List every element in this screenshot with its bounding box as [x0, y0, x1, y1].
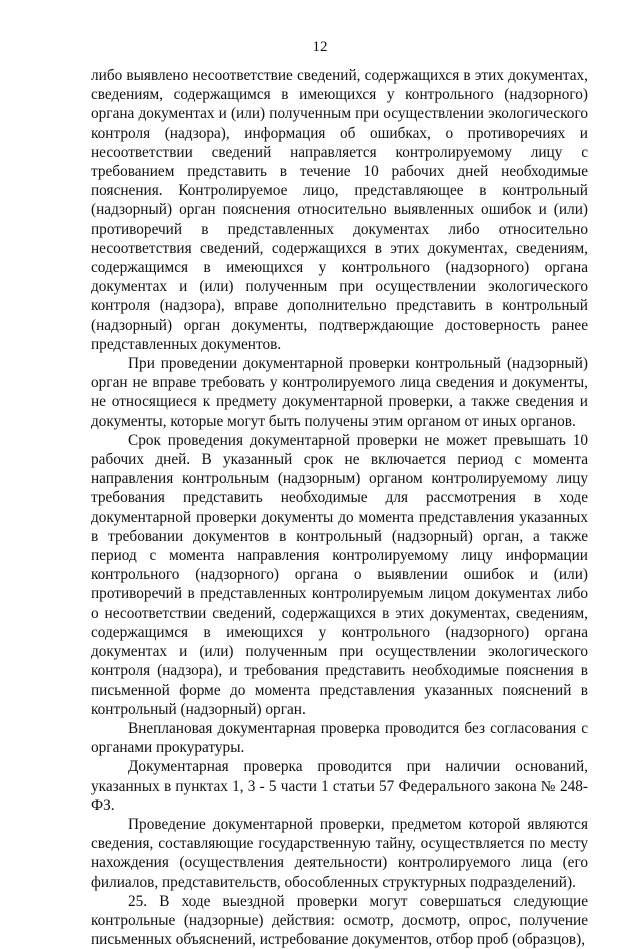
- paragraph-unscheduled: Внеплановая документарная проверка проводится без согласования с органами прокуратуры.: [91, 719, 588, 757]
- paragraph-grounds: Документарная проверка проводится при наличии оснований, указанных в пунктах 1, 3 - 5 части 1 статьи 57 Федерального закона № 248-ФЗ.: [91, 758, 588, 814]
- paragraph-continuation: либо выявлено несоответствие сведений, содержащихся в этих документах, сведениям, содержащимся в имеющихся у контрольного (надзорного) органа документах и (или) полученным при осуществлении экологического контроля (надзора), информация об ошибках, о противоречиях и несоответствии сведений направляется контролируемому лицу с требованием представить в течение 10 рабочих дней необходимые пояснения. Контролируемое лицо, представляющее в контрольный (надзорный) орган пояснения относительно выявленных ошибок и (или) противоречий в представленных документах либо относительно несоответствия сведений, содержащихся в этих документах, сведениям, содержащимся в имеющихся у контрольного (надзорного) органа документах и (или) полученным при осуществлении экологического контроля (надзора), вправе дополнительно представить в контрольный (надзорный) орган документы, подтверждающие достоверность ранее представленных документов.: [91, 67, 588, 353]
- paragraph-no-extra-docs: При проведении документарной проверки контрольный (надзорный) орган не вправе требовать у контролируемого лица сведения и документы, не относящиеся к предмету документарной проверки, а также сведения и документы, которые могут быть получены этим органом от иных органов.: [91, 355, 588, 430]
- page-number: 12: [312, 39, 328, 55]
- paragraph-duration: Срок проведения документарной проверки не может превышать 10 рабочих дней. В указанный срок не включается период с момента направления контрольным (надзорным) органом контролируемому лицу требования представить необходимые для рассмотрения в ходе документарной проверки документы до момента представления указанных в требовании документов в контрольный (надзорный) орган, а также период с момента направления контролируемому лицу информации контрольного (надзорного) органа о выявлении ошибок и (или) противоречий в представленных контролируемым лицом документах либо о несоответствии сведений, содержащихся в этих документах, сведениям, содержащимся в имеющихся у контрольного (надзорного) органа документах и (или) полученным при осуществлении экологического контроля (надзора), и требования представить необходимые пояснения в письменной форме до момента представления указанных пояснений в контрольный (надзорный) орган.: [91, 431, 588, 718]
- paragraph-state-secret: Проведение документарной проверки, предметом которой являются сведения, составляющие государственную тайну, осуществляется по месту нахождения (осуществления деятельности) контролируемого лица (его филиалов, представительств, обособленных структурных подразделений).: [91, 815, 588, 891]
- document-body: [91, 66, 588, 949]
- paragraph-item-25: 25. В ходе выездной проверки могут совершаться следующие контрольные (надзорные) действия: осмотр, досмотр, опрос, получение письменных объяснений, истребование документов, отбор проб (образцов),: [91, 892, 588, 949]
